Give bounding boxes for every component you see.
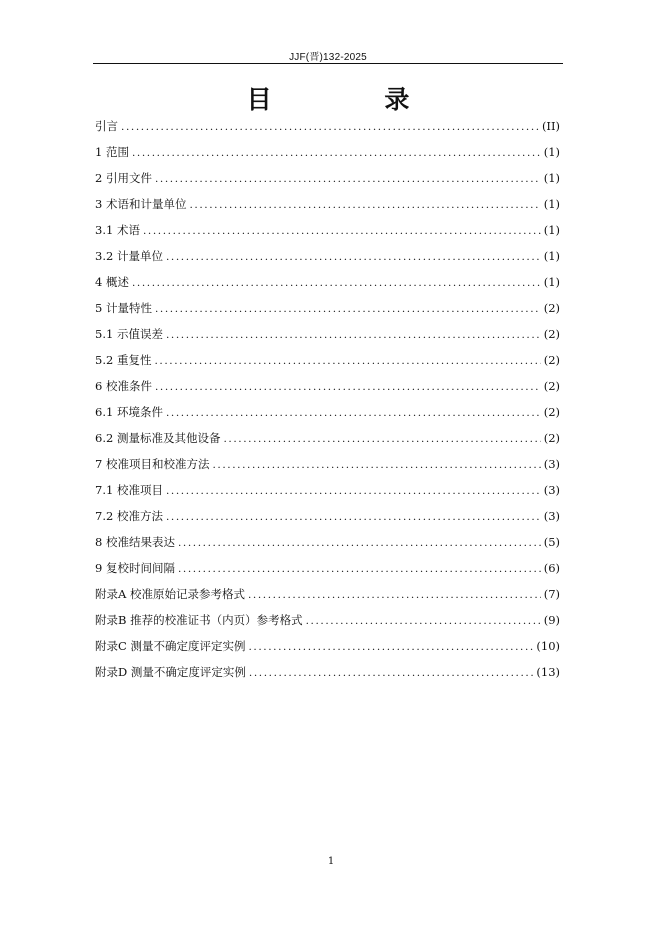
toc-leader-dots	[212, 455, 540, 475]
toc-entry-label: 7.2 校准方法	[95, 509, 163, 523]
toc-entry[interactable]	[95, 610, 560, 636]
toc-leader-dots	[166, 325, 541, 345]
toc-leader-dots	[178, 533, 541, 553]
toc-entry-label: 附录A 校准原始记录参考格式	[95, 587, 245, 601]
toc-entry-label: 8 校准结果表达	[95, 535, 175, 549]
toc-entry[interactable]	[95, 454, 560, 480]
toc-leader-dots	[166, 481, 541, 501]
toc-entry-page: (9)	[543, 613, 560, 627]
toc-entry-label: 9 复校时间间隔	[95, 561, 175, 575]
toc-entry-label: 附录B 推荐的校准证书（内页）参考格式	[95, 613, 303, 627]
toc-entry[interactable]	[95, 402, 560, 428]
toc-entry-label: 5.1 示值误差	[95, 327, 163, 341]
toc-entry-label: 7 校准项目和校准方法	[95, 457, 210, 471]
toc-leader-dots	[249, 663, 534, 683]
toc-leader-dots	[166, 247, 541, 267]
toc-leader-dots	[166, 403, 541, 423]
toc-entry-label: 2 引用文件	[95, 171, 152, 185]
toc-entry-page: (3)	[543, 457, 560, 471]
toc-entry-label: 3 术语和计量单位	[95, 197, 187, 211]
toc-entry-page: (6)	[543, 561, 560, 575]
toc-entry[interactable]	[95, 376, 560, 402]
toc-entry[interactable]	[95, 298, 560, 324]
toc-entry-page: (2)	[543, 379, 560, 393]
toc-entry-label: 1 范围	[95, 145, 129, 159]
toc-leader-dots	[189, 195, 540, 215]
toc-entry[interactable]	[95, 194, 560, 220]
page-number: 1	[327, 856, 335, 867]
toc-leader-dots	[155, 299, 541, 319]
toc-entry-page: (1)	[543, 249, 560, 263]
toc-entry-label: 5.2 重复性	[95, 353, 152, 367]
toc-leader-dots	[132, 143, 541, 163]
toc-entry-page: (7)	[543, 587, 560, 601]
table-of-contents	[95, 116, 560, 688]
toc-entry-page: (2)	[543, 301, 560, 315]
toc-entry[interactable]	[95, 480, 560, 506]
toc-entry-label: 5 计量特性	[95, 301, 152, 315]
toc-entry-label: 引言	[95, 119, 118, 133]
toc-entry-page: (1)	[543, 197, 560, 211]
toc-entry-page: (2)	[543, 431, 560, 445]
toc-entry-label: 3.2 计量单位	[95, 249, 163, 263]
toc-entry[interactable]	[95, 220, 560, 246]
toc-leader-dots	[178, 559, 541, 579]
toc-entry-page: (2)	[543, 353, 560, 367]
toc-leader-dots	[306, 611, 541, 631]
toc-entry[interactable]	[95, 532, 560, 558]
toc-entry-page: (1)	[543, 275, 560, 289]
toc-entry-label: 附录C 测量不确定度评定实例	[95, 639, 246, 653]
toc-entry-page: (1)	[543, 223, 560, 237]
toc-leader-dots	[121, 117, 539, 137]
header-divider	[93, 63, 563, 64]
toc-entry[interactable]	[95, 246, 560, 272]
toc-entry[interactable]	[95, 636, 560, 662]
toc-entry[interactable]	[95, 506, 560, 532]
toc-entry-page: (II)	[541, 119, 560, 133]
toc-entry[interactable]	[95, 116, 560, 142]
toc-entry-label: 附录D 测量不确定度评定实例	[95, 665, 246, 679]
toc-entry-page: (3)	[543, 483, 560, 497]
toc-entry-label: 7.1 校准项目	[95, 483, 163, 497]
toc-leader-dots	[132, 273, 541, 293]
toc-entry[interactable]	[95, 142, 560, 168]
toc-entry-page: (2)	[543, 405, 560, 419]
toc-entry-page: (3)	[543, 509, 560, 523]
toc-entry[interactable]	[95, 428, 560, 454]
toc-leader-dots	[155, 377, 541, 397]
document-code-header: JJF(晋)132-2025	[289, 52, 367, 63]
toc-entry-label: 3.1 术语	[95, 223, 140, 237]
toc-entry-page: (1)	[543, 145, 560, 159]
toc-leader-dots	[248, 585, 541, 605]
toc-entry[interactable]	[95, 350, 560, 376]
toc-leader-dots	[223, 429, 540, 449]
toc-leader-dots	[143, 221, 541, 241]
toc-entry-page: (5)	[543, 535, 560, 549]
toc-entry[interactable]	[95, 558, 560, 584]
toc-entry[interactable]	[95, 662, 560, 688]
toc-leader-dots	[155, 169, 541, 189]
toc-entry[interactable]	[95, 584, 560, 610]
page-title: 目 录	[246, 85, 462, 114]
toc-leader-dots	[248, 637, 533, 657]
toc-entry[interactable]	[95, 168, 560, 194]
toc-entry[interactable]	[95, 324, 560, 350]
toc-leader-dots	[166, 507, 541, 527]
toc-entry[interactable]	[95, 272, 560, 298]
toc-entry-label: 6.2 测量标准及其他设备	[95, 431, 221, 445]
toc-entry-label: 6.1 环境条件	[95, 405, 163, 419]
toc-entry-page: (13)	[536, 665, 560, 679]
toc-entry-label: 6 校准条件	[95, 379, 152, 393]
toc-entry-label: 4 概述	[95, 275, 129, 289]
toc-entry-page: (2)	[543, 327, 560, 341]
toc-entry-page: (10)	[536, 639, 560, 653]
toc-entry-page: (1)	[543, 171, 560, 185]
toc-leader-dots	[154, 351, 540, 371]
